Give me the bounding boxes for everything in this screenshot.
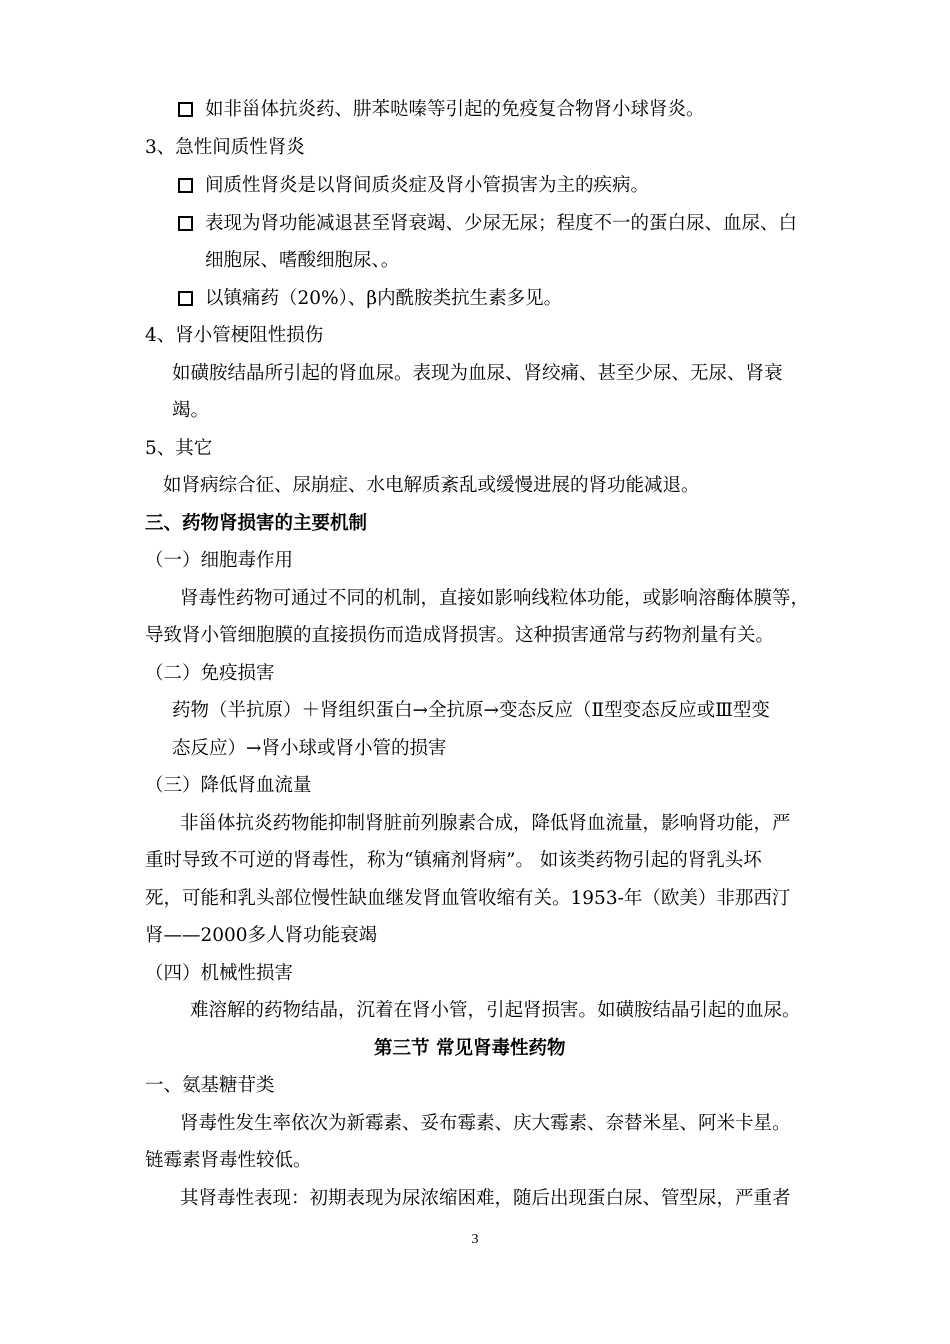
paragraph-line: 其肾毒性表现：初期表现为尿浓缩困难，随后出现蛋白尿、管型尿，严重者 [180, 1188, 791, 1209]
paragraph-line: 肾——2000多人肾功能衰竭 [145, 925, 378, 946]
checkbox-bullet-icon [178, 102, 193, 117]
subheading: （一）细胞毒作用 [145, 550, 294, 571]
chapter-section-title: 第三节 常见肾毒性药物 [374, 1038, 566, 1059]
paragraph-line: 导致肾小管细胞膜的直接损伤而造成肾损害。这种损害通常与药物剂量有关。 [145, 625, 775, 646]
subheading: （三）降低肾血流量 [145, 775, 312, 796]
paragraph-line: 肾毒性发生率依次为新霉素、妥布霉素、庆大霉素、奈替米星、阿米卡星。 [180, 1113, 791, 1134]
bullet-text: 如非甾体抗炎药、肼苯哒嗪等引起的免疫复合物肾小球肾炎。 [205, 99, 705, 120]
paragraph-line: 态反应）→肾小球或肾小管的损害 [172, 738, 447, 759]
checkbox-bullet-icon [178, 216, 193, 231]
bullet-text: 以镇痛药（20%）、β内酰胺类抗生素多见。 [205, 288, 563, 309]
bullet-text: 表现为肾功能减退甚至肾衰竭、少尿无尿；程度不一的蛋白尿、血尿、白 [205, 213, 798, 234]
paragraph-line: 重时导致不可逆的肾毒性，称为“镇痛剂肾病”。 如该类药物引起的肾乳头坏 [145, 850, 762, 871]
checkbox-bullet-icon [178, 178, 193, 193]
paragraph-line: 细胞尿、嗜酸细胞尿、。 [205, 250, 400, 271]
subheading: 3、急性间质性肾炎 [145, 137, 305, 158]
subheading: 一、氨基糖苷类 [145, 1075, 275, 1096]
subheading: 4、肾小管梗阻性损伤 [145, 325, 324, 346]
page-number: 3 [471, 1232, 479, 1247]
paragraph-line: 竭。 [172, 400, 210, 421]
bullet-text: 间质性肾炎是以肾间质炎症及肾小管损害为主的疾病。 [205, 175, 650, 196]
paragraph-line: 非甾体抗炎药物能抑制肾脏前列腺素合成，降低肾血流量，影响肾功能，严 [180, 813, 791, 834]
paragraph-line: 难溶解的药物结晶，沉着在肾小管，引起肾损害。如磺胺结晶引起的血尿。 [190, 1000, 801, 1021]
subheading: （四）机械性损害 [145, 963, 294, 984]
paragraph-line: 药物（半抗原）＋肾组织蛋白→全抗原→变态反应（Ⅱ型变态反应或Ⅲ型变 [172, 700, 770, 721]
paragraph-line: 死，可能和乳头部位慢性缺血继发肾血管收缩有关。1953-年（欧美）非那西汀 [145, 888, 791, 909]
checkbox-bullet-icon [178, 291, 193, 306]
paragraph-line: 链霉素肾毒性较低。 [145, 1150, 312, 1171]
paragraph-line: 如肾病综合征、尿崩症、水电解质紊乱或缓慢进展的肾功能减退。 [163, 475, 700, 496]
section-heading: 三、药物肾损害的主要机制 [145, 513, 368, 534]
subheading: （二）免疫损害 [145, 663, 275, 684]
subheading: 5、其它 [145, 438, 213, 459]
paragraph-line: 如磺胺结晶所引起的肾血尿。表现为血尿、肾绞痛、甚至少尿、无尿、肾衰 [172, 363, 783, 384]
paragraph-line: 肾毒性药物可通过不同的机制，直接如影响线粒体功能，或影响溶酶体膜等， [180, 588, 810, 609]
